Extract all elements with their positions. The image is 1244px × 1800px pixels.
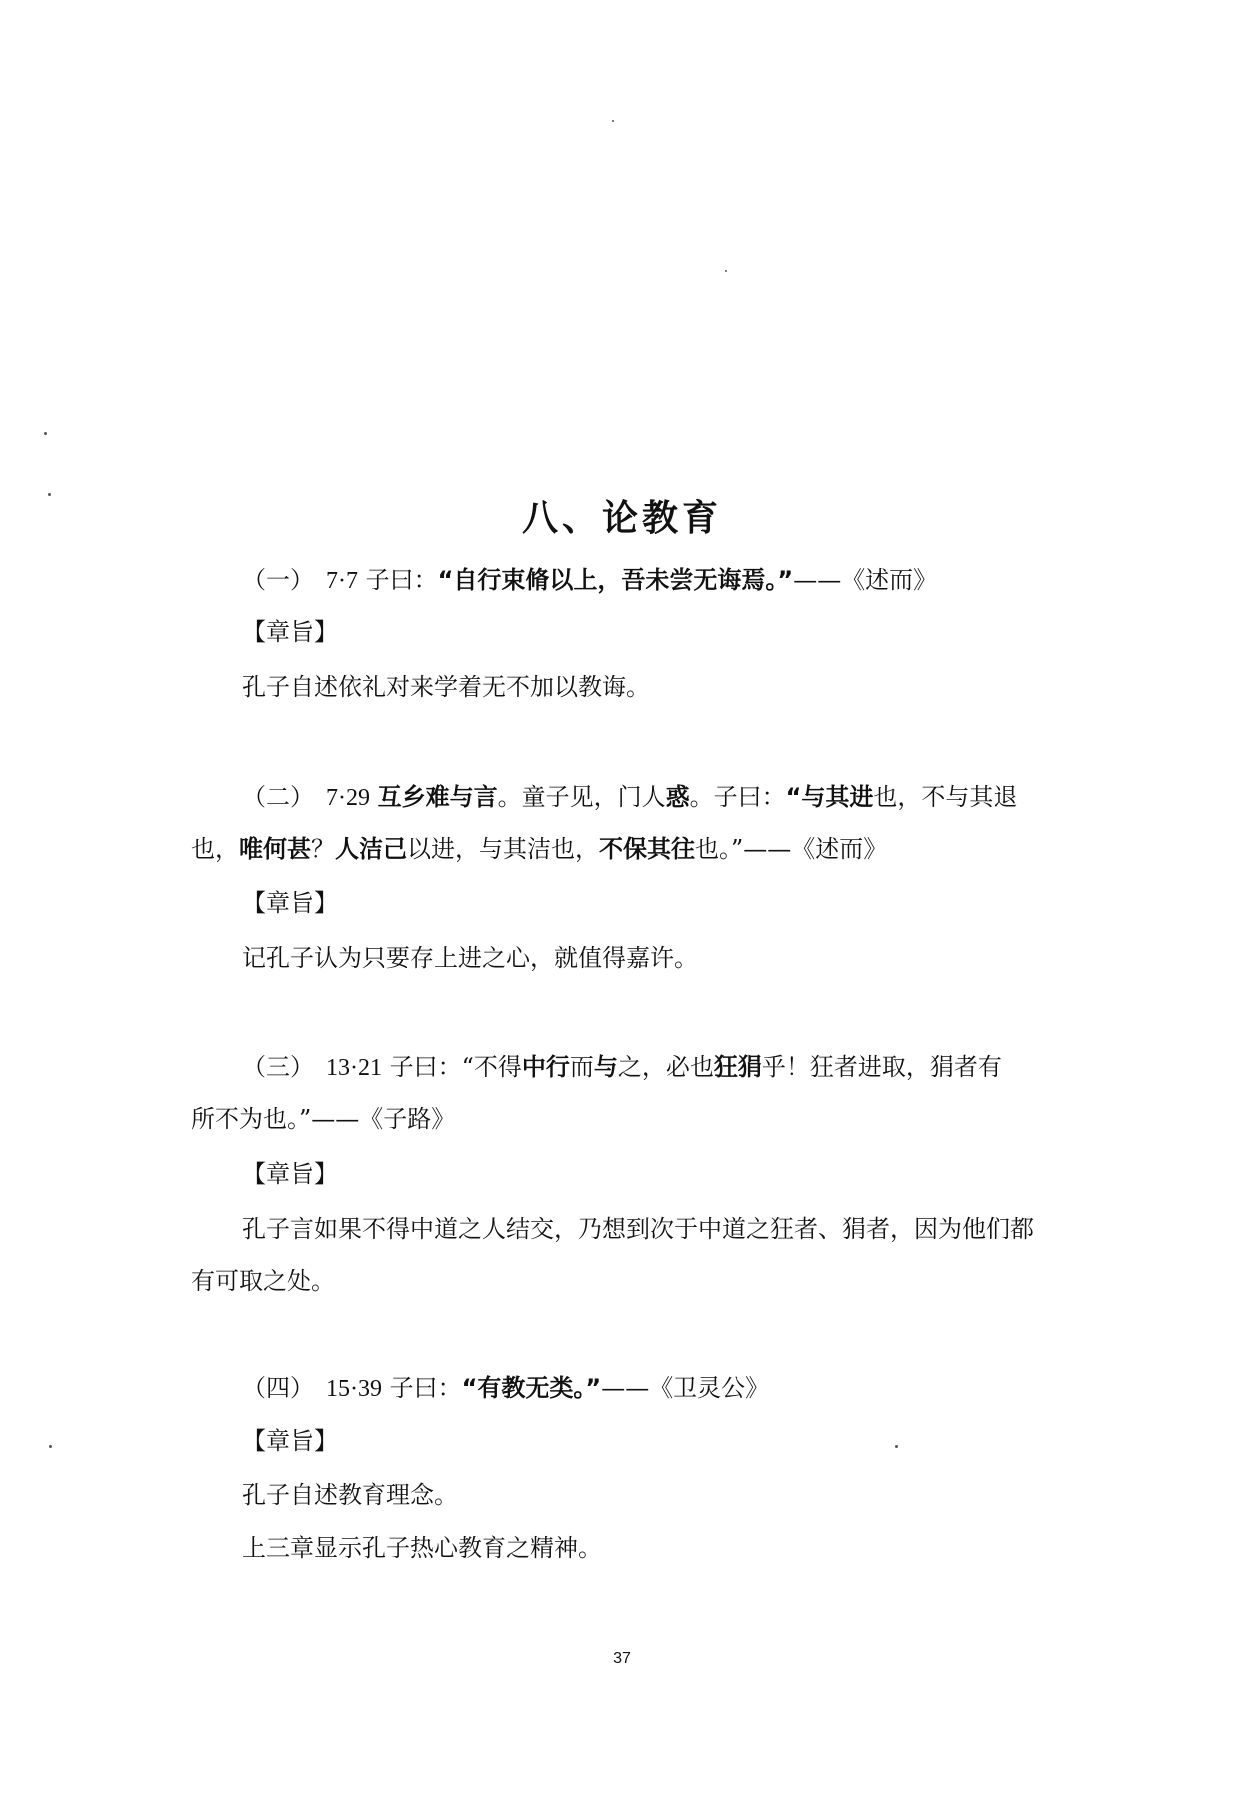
text-segment: 也， — [191, 835, 239, 863]
section-2-text-line-1 — [242, 780, 1017, 815]
text-segment: 也。”——《述而》 — [695, 835, 888, 863]
text-segment: 乎！狂者进取，狷者有 — [761, 1053, 1002, 1081]
text-segment — [370, 783, 378, 811]
text-segment: （二） — [242, 783, 326, 811]
passage-reference-number: 13·21 — [326, 1055, 382, 1081]
scan-speck — [49, 1445, 52, 1448]
passage-reference-number: 15·39 — [326, 1376, 382, 1402]
section-4-text-line-1 — [242, 1371, 769, 1406]
scan-speck — [612, 120, 614, 122]
text-segment: ？ — [311, 835, 335, 863]
text-segment: 子曰：“不得 — [382, 1053, 522, 1081]
section-3-note-line-1: 孔子言如果不得中道之人结交，乃想到次于中道之狂者、狷者，因为他们都 — [242, 1215, 1034, 1243]
section-3-heading: 【章旨】 — [242, 1160, 338, 1188]
scan-speck — [44, 432, 47, 435]
text-segment: 。童子见，门人 — [497, 783, 666, 811]
section-4-heading: 【章旨】 — [242, 1427, 338, 1455]
emphasized-text: 唯何甚 — [239, 835, 311, 863]
text-segment: （三） — [242, 1053, 326, 1081]
section-2-heading: 【章旨】 — [242, 889, 338, 917]
text-segment: 而 — [569, 1053, 594, 1081]
text-segment: （一） — [242, 566, 326, 594]
emphasized-text: 互乡难与言 — [377, 783, 498, 811]
text-segment: 所不为也。”——《子路》 — [191, 1105, 456, 1133]
text-segment: 以进，与其洁也， — [407, 835, 599, 863]
section-2-note-line-1: 记孔子认为只要存上进之心，就值得嘉许。 — [242, 944, 698, 972]
passage-reference-number: 7·7 — [326, 568, 358, 594]
page-number: 37 — [613, 1650, 631, 1667]
passage-reference-number: 7·29 — [326, 785, 370, 811]
emphasized-text: “自行束脩以上，吾未尝无诲焉。” — [437, 566, 794, 594]
section-2-text-line-2 — [191, 832, 887, 866]
section-3-text-line-1 — [242, 1050, 1002, 1085]
text-segment: 。子曰： — [689, 783, 786, 811]
text-segment: 子曰： — [382, 1374, 462, 1402]
emphasized-text: 与 — [593, 1053, 618, 1081]
scan-speck — [895, 1445, 898, 1448]
section-1-heading: 【章旨】 — [242, 618, 338, 646]
scan-speck — [48, 493, 51, 496]
section-1-note-line-1: 孔子自述依礼对来学着无不加以教诲。 — [242, 673, 650, 701]
emphasized-text: 中行 — [521, 1053, 570, 1081]
section-4-note-line-1: 孔子自述教育理念。 — [242, 1481, 458, 1509]
emphasized-text: “与其进 — [785, 783, 874, 811]
section-1-text-line-1 — [242, 563, 937, 598]
text-segment: （四） — [242, 1374, 326, 1402]
section-3-text-line-2 — [191, 1102, 455, 1136]
emphasized-text: 人洁己 — [335, 835, 407, 863]
emphasized-text: “有教无类。” — [461, 1374, 602, 1402]
text-segment: 之，必也 — [617, 1053, 714, 1081]
emphasized-text: 不保其往 — [599, 835, 695, 863]
emphasized-text: 狂狷 — [713, 1053, 762, 1081]
text-segment: ——《卫灵公》 — [601, 1374, 770, 1402]
section-4-note-line-2: 上三章显示孔子热心教育之精神。 — [242, 1534, 602, 1562]
text-segment: ——《述而》 — [793, 566, 938, 594]
emphasized-text: 惑 — [665, 783, 690, 811]
text-segment: 也，不与其退 — [873, 783, 1018, 811]
section-3-note-line-2: 有可取之处。 — [191, 1267, 335, 1295]
chapter-title: 八、论教育 — [521, 498, 722, 539]
text-segment: 子曰： — [358, 566, 438, 594]
scan-speck — [725, 270, 727, 272]
